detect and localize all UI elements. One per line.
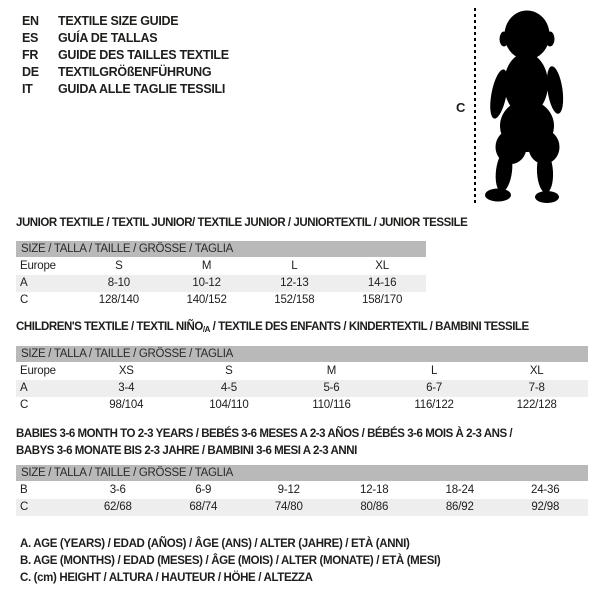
- cell: M: [201, 260, 212, 272]
- row-label: A: [20, 382, 28, 394]
- cell: 110/116: [312, 399, 351, 411]
- cell: 12-13: [280, 277, 309, 289]
- lang-row-es: [22, 30, 229, 47]
- row-label: C: [20, 399, 29, 411]
- table-row-age: [16, 275, 426, 292]
- cell: 6-9: [195, 484, 212, 496]
- cell: XS: [118, 365, 134, 377]
- lang-code: FR: [22, 48, 39, 62]
- children-title-sub: /A: [202, 325, 210, 334]
- lang-label: GUÍA DE TALLAS: [58, 31, 158, 45]
- lang-label: TEXTILGRÖßENFÜHRUNG: [58, 65, 212, 79]
- lang-row-it: [22, 81, 229, 98]
- cell: 24-36: [531, 484, 560, 496]
- lang-row-de: [22, 64, 229, 81]
- cell: 98/104: [109, 399, 144, 411]
- cell: 7-8: [528, 382, 545, 394]
- cell: 14-16: [367, 277, 397, 289]
- height-measure-label: C: [456, 100, 466, 115]
- table-row-europe: [16, 258, 426, 275]
- cell: 128/140: [98, 294, 139, 306]
- height-dashed-line: [474, 8, 476, 206]
- footnote-b: B. AGE (MONTHS) / EDAD (MESES) / ÂGE (MOIS) / ALTER (MONATE) / ETÀ (MESI): [20, 555, 441, 567]
- row-label: Europe: [20, 365, 56, 377]
- row-label: A: [20, 277, 28, 289]
- babies-section-title: [16, 427, 512, 458]
- children-title-pre: CHILDREN'S TEXTILE / TEXTIL NIÑO: [16, 321, 203, 333]
- lang-code: ES: [22, 31, 39, 45]
- lang-code: DE: [22, 65, 39, 79]
- table-row-age: [16, 380, 588, 397]
- cell: 12-18: [360, 484, 389, 496]
- cell: 3-4: [118, 382, 135, 394]
- lang-label: GUIDA ALLE TAGLIE TESSILI: [58, 82, 226, 96]
- language-title-block: [22, 13, 229, 98]
- lang-code: IT: [22, 82, 33, 96]
- size-header-row: SIZE / TALLA / TAILLE / GRÖSSE / TAGLIA: [16, 346, 588, 362]
- cell: 104/110: [209, 399, 249, 411]
- cell: M: [326, 365, 337, 377]
- baby-silhouette: [481, 8, 573, 206]
- table-row-height: [16, 292, 426, 309]
- table-row-age-months: [16, 482, 588, 499]
- cell: 122/128: [516, 399, 557, 411]
- children-size-table: [16, 346, 588, 414]
- size-header-row: SIZE / TALLA / TAILLE / GRÖSSE / TAGLIA: [16, 465, 588, 481]
- lang-label: GUIDE DES TAILLES TEXTILE: [58, 48, 229, 62]
- cell: 86/92: [445, 501, 474, 513]
- cell: 68/74: [189, 501, 218, 513]
- cell: 152/158: [274, 294, 315, 306]
- cell: L: [291, 260, 298, 272]
- row-label: C: [20, 294, 29, 306]
- cell: 18-24: [445, 484, 474, 496]
- footnote-a: A. AGE (YEARS) / EDAD (AÑOS) / ÂGE (ANS) / ALTER (JAHRE) / ETÀ (ANNI): [20, 538, 410, 550]
- footnotes-block: [20, 536, 440, 587]
- junior-section-title: JUNIOR TEXTILE / TEXTIL JUNIOR/ TEXTILE JUNIOR / JUNIORTEXTIL / JUNIOR TESSILE: [16, 217, 468, 229]
- cell: 140/152: [186, 294, 227, 306]
- cell: 10-12: [192, 277, 221, 289]
- cell: 92/98: [531, 501, 560, 513]
- row-label: B: [20, 484, 28, 496]
- cell: 116/122: [414, 399, 454, 411]
- children-title-post: / TEXTILE DES ENFANTS / KINDERTEXTIL / BAMBINI TESSILE: [209, 321, 529, 333]
- table-row-europe: [16, 363, 588, 380]
- lang-row-fr: [22, 47, 229, 64]
- babies-title-line1: BABIES 3-6 MONTH TO 2-3 YEARS / BEBÉS 3-6 MESES A 2-3 AÑOS / BÉBÉS 3-6 MOIS À 2-3 ANS /: [16, 428, 513, 440]
- cell: 80/86: [360, 501, 389, 513]
- cell: 6-7: [426, 382, 443, 394]
- junior-size-table: [16, 241, 426, 309]
- cell: 8-10: [107, 277, 130, 289]
- row-label: Europe: [20, 260, 56, 272]
- cell: S: [115, 260, 123, 272]
- cell: 158/170: [362, 294, 403, 306]
- cell: 4-5: [220, 382, 237, 394]
- cell: 62/68: [103, 501, 132, 513]
- lang-row-en: [22, 13, 229, 30]
- babies-title-line2: BABYS 3-6 MONATE BIS 2-3 JAHRE / BAMBINI 3-6 MESI A 2-3 ANNI: [16, 445, 357, 457]
- cell: 74/80: [274, 501, 303, 513]
- cell: 9-12: [277, 484, 300, 496]
- row-label: C: [20, 501, 29, 513]
- cell: 5-6: [323, 382, 340, 394]
- cell: 3-6: [109, 484, 126, 496]
- table-row-height: [16, 397, 588, 414]
- lang-label: TEXTILE SIZE GUIDE: [58, 14, 179, 28]
- cell: XL: [375, 260, 389, 272]
- size-header-row: SIZE / TALLA / TAILLE / GRÖSSE / TAGLIA: [16, 241, 426, 257]
- cell: XL: [529, 365, 544, 377]
- cell: S: [225, 365, 233, 377]
- children-section-title: [16, 320, 529, 337]
- babies-size-table: [16, 465, 588, 516]
- footnote-c: C. (cm) HEIGHT / ALTURA / HAUTEUR / HÖHE / ALTEZZA: [20, 572, 313, 584]
- lang-code: EN: [22, 14, 39, 28]
- table-row-height: [16, 499, 588, 516]
- cell: L: [430, 365, 438, 377]
